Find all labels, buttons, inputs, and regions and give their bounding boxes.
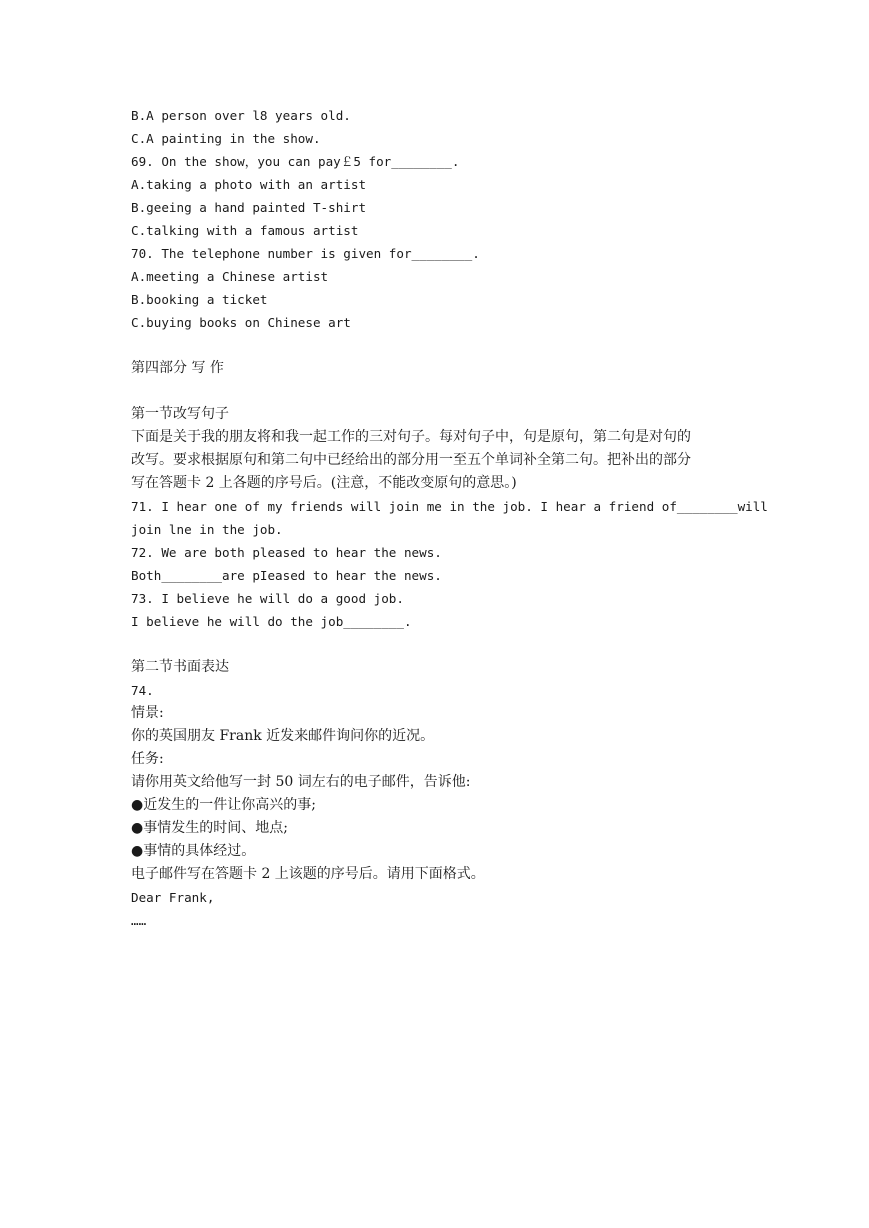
scene-text: 你的英国朋友 Frank 近发来邮件询问你的近况。 xyxy=(131,728,435,744)
option-line: A.taking a photo with an artist xyxy=(131,177,367,192)
task-text: 请你用英文给他写一封 50 词左右的电子邮件，告诉他: xyxy=(131,774,471,790)
question-70: 70. The telephone number is given for________. xyxy=(131,246,480,261)
spacer xyxy=(131,334,743,357)
question-74: 74. xyxy=(131,683,154,698)
scene-label: 情景: xyxy=(131,705,164,721)
question-72: 72. We are both pleased to hear the news. xyxy=(131,545,442,560)
salutation: Dear Frank, xyxy=(131,890,215,905)
option-line: B.geeing a hand painted T-shirt xyxy=(131,200,367,215)
question-71-cont: join lne in the job. xyxy=(131,522,283,537)
question-71: 71. I hear one of my friends will join me in the job. I hear a friend of________will xyxy=(131,499,768,514)
section1-title: 第一节改写句子 xyxy=(131,406,229,422)
instruction-line: 写在答题卡 2 上各题的序号后。(注意，不能改变原句的意思。) xyxy=(131,475,517,491)
option-line: B.booking a ticket xyxy=(131,292,268,307)
document-page xyxy=(131,104,768,932)
question-73: 73. I believe he will do a good job. xyxy=(131,591,404,606)
option-line: C.talking with a famous artist xyxy=(131,223,359,238)
question-73-rewrite: I believe he will do the job________. xyxy=(131,614,412,629)
part4-heading: 第四部分 写 作 xyxy=(131,360,224,376)
bullet-item: ●事情的具体经过。 xyxy=(131,843,256,859)
format-note: 电子邮件写在答题卡 2 上该题的序号后。请用下面格式。 xyxy=(131,866,485,882)
bullet-item: ●近发生的一件让你高兴的事; xyxy=(131,797,316,813)
spacer xyxy=(131,633,743,656)
ellipsis: …… xyxy=(131,913,147,928)
option-line: B.A person over l8 years old. xyxy=(131,108,351,123)
task-label: 任务: xyxy=(131,751,164,767)
option-line: C.A painting in the show. xyxy=(131,131,321,146)
question-69: 69. On the show，you can pay￡5 for________. xyxy=(131,154,460,169)
spacer xyxy=(131,380,743,403)
instruction-line: 下面是关于我的朋友将和我一起工作的三对句子。每对句子中，句是原句，第二句是对句的 xyxy=(131,429,691,445)
option-line: C.buying books on Chinese art xyxy=(131,315,351,330)
option-line: A.meeting a Chinese artist xyxy=(131,269,329,284)
section2-title: 第二节书面表达 xyxy=(131,659,229,675)
question-72-rewrite: Both________are pIeased to hear the news. xyxy=(131,568,442,583)
bullet-item: ●事情发生的时间、地点; xyxy=(131,820,288,836)
instruction-line: 改写。要求根据原句和第二句中已经给出的部分用一至五个单词补全第二句。把补出的部分 xyxy=(131,452,691,468)
